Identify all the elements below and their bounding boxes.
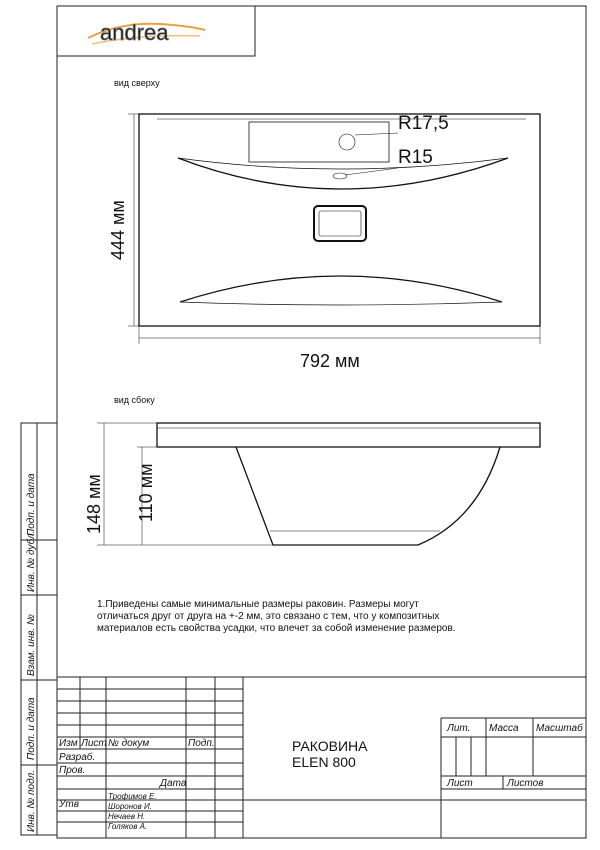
tap-hole xyxy=(339,134,355,150)
tap-deck xyxy=(249,122,389,162)
tb-name-0: Трофимов Е. xyxy=(108,792,157,801)
note-line-2: отличаться друг от друга на +-2 мм, это связано с тем, что у композитных xyxy=(97,611,440,622)
width-label: 792 мм xyxy=(300,351,360,371)
tb-podp: Подп. xyxy=(188,738,215,749)
note-line-1: 1.Приведены самые минимальные размеры раковин. Размеры могут xyxy=(97,599,419,610)
overflow-hole xyxy=(333,173,347,179)
tb-massa: Масса xyxy=(489,723,519,734)
tb-name-3: Голяков А. xyxy=(108,822,148,831)
tb-utv: Утв xyxy=(59,799,79,810)
radius-small-label: R15 xyxy=(398,147,433,168)
depth-label: 444 мм xyxy=(108,200,128,260)
tb-list-2: Лист xyxy=(447,778,473,789)
stamp-podp-data-2: Подп. и дата xyxy=(26,697,37,760)
side-view xyxy=(97,423,540,545)
logo-text: andrea xyxy=(100,20,169,45)
tb-dokum: № докум xyxy=(108,738,150,749)
side-view-label: вид сбоку xyxy=(114,395,155,405)
top-view xyxy=(128,114,540,344)
drain-inner xyxy=(319,211,361,236)
total-height-label: 148 мм xyxy=(84,474,104,534)
tb-title-line-1: РАКОВИНА xyxy=(292,738,368,754)
tb-prov: Пров. xyxy=(59,765,86,776)
stamp-inv-podl: Инв. № подл. xyxy=(26,769,37,832)
tb-name-1: Шоронов И. xyxy=(108,802,152,811)
tb-izm: Изм xyxy=(59,738,78,749)
bowl-front-curve xyxy=(178,158,508,189)
tb-razrab: Разраб. xyxy=(59,752,96,763)
bowl-back-curve xyxy=(178,158,508,169)
top-view-label: вид сверху xyxy=(114,78,160,88)
bowl-profile xyxy=(236,447,500,545)
tb-list: Лист xyxy=(81,738,107,749)
note-line-3: материалов есть свойства усадки, что влечет за собой изменение размеров. xyxy=(97,623,456,634)
tb-masshtab: Масштаб xyxy=(536,723,583,734)
tb-listov: Листов xyxy=(507,778,544,789)
bowl-height-label: 110 мм xyxy=(136,463,156,522)
countertop-profile xyxy=(157,423,540,447)
radius-large-label: R17,5 xyxy=(398,113,449,134)
tb-lit: Лит. xyxy=(447,723,471,734)
r-large-leader xyxy=(355,133,398,135)
basin-outline-top xyxy=(139,114,540,326)
bowl-bottom-curve xyxy=(180,276,502,302)
stamp-vzam-inv: Взам. инв. № xyxy=(26,614,37,676)
stamp-podp-data-1: Подп. и дата xyxy=(26,473,37,536)
tb-data: Дата xyxy=(160,778,187,789)
tb-name-2: Нечаев Н. xyxy=(108,812,146,821)
andrea-logo xyxy=(88,20,205,45)
bowl-bottom-lip xyxy=(180,302,502,305)
tb-title-line-2: ELEN 800 xyxy=(292,754,356,770)
stamp-inv-dubl: Инв. № дубл. xyxy=(26,530,37,592)
